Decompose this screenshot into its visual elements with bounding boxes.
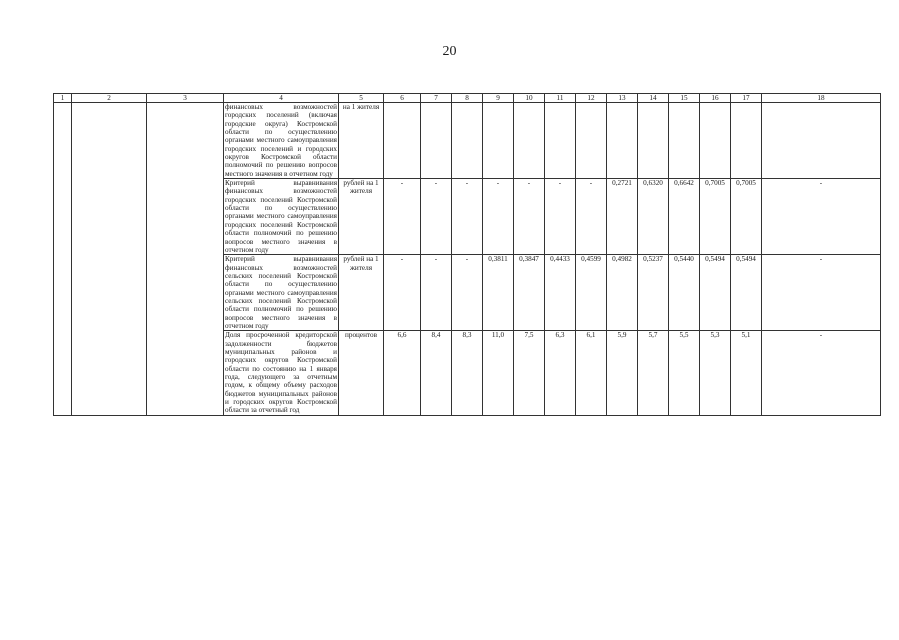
value-cell: 5,5: [669, 331, 700, 415]
indicator-table: [53, 93, 881, 416]
header-row: [54, 94, 881, 103]
value-cell: 6,1: [576, 331, 607, 415]
value-cell: -: [384, 255, 421, 331]
column-header: 6: [384, 94, 421, 103]
column-header: 16: [700, 94, 731, 103]
value-cell: -: [514, 179, 545, 255]
value-cell: 0,5440: [669, 255, 700, 331]
value-cell: 0,7005: [731, 179, 762, 255]
value-cell: 8,3: [452, 331, 483, 415]
column-header: 1: [54, 94, 72, 103]
unit-cell: на 1 жителя: [339, 103, 384, 179]
value-cell: -: [421, 179, 452, 255]
value-cell: 0,4599: [576, 255, 607, 331]
value-cell: 0,4982: [607, 255, 638, 331]
page-number: 20: [442, 44, 457, 59]
unit-cell: рублей на 1 жителя: [339, 255, 384, 331]
value-cell: 7,5: [514, 331, 545, 415]
value-cell: -: [576, 179, 607, 255]
note-cell: -: [762, 179, 881, 255]
value-cell: 0,6642: [669, 179, 700, 255]
column-header: 10: [514, 94, 545, 103]
column-header: 14: [638, 94, 669, 103]
cell-col2: [72, 103, 147, 416]
note-cell: -: [762, 255, 881, 331]
value-cell: -: [384, 179, 421, 255]
value-cell: 0,7005: [700, 179, 731, 255]
value-cell: 0,5494: [700, 255, 731, 331]
value-cell: 0,5494: [731, 255, 762, 331]
value-cell: -: [545, 179, 576, 255]
value-cell: -: [452, 255, 483, 331]
value-cell: [576, 103, 607, 179]
column-header: 2: [72, 94, 147, 103]
column-header: 18: [762, 94, 881, 103]
column-header: 15: [669, 94, 700, 103]
value-cell: 6,3: [545, 331, 576, 415]
value-cell: [384, 103, 421, 179]
value-cell: 0,5237: [638, 255, 669, 331]
column-header: 7: [421, 94, 452, 103]
column-header: 12: [576, 94, 607, 103]
value-cell: -: [421, 255, 452, 331]
note-cell: -: [762, 331, 881, 415]
value-cell: 6,6: [384, 331, 421, 415]
column-header: 8: [452, 94, 483, 103]
value-cell: 5,9: [607, 331, 638, 415]
value-cell: [483, 103, 514, 179]
value-cell: 0,4433: [545, 255, 576, 331]
indicator-name: финансовых возможностей городских поселений (включая городские округа) Костромской области по осуществлению органами местного самоуправления городских поселений и городских округов Костромской области полномочий по решению вопросов местного значения в отчетном году: [225, 103, 337, 178]
value-cell: [731, 103, 762, 179]
note-cell: [762, 103, 881, 179]
value-cell: [700, 103, 731, 179]
value-cell: 0,2721: [607, 179, 638, 255]
value-cell: 0,6320: [638, 179, 669, 255]
column-header: 3: [147, 94, 224, 103]
value-cell: [638, 103, 669, 179]
column-header: 5: [339, 94, 384, 103]
value-cell: [421, 103, 452, 179]
column-header: 13: [607, 94, 638, 103]
column-header: 17: [731, 94, 762, 103]
value-cell: 5,1: [731, 331, 762, 415]
value-cell: [545, 103, 576, 179]
value-cell: [452, 103, 483, 179]
unit-cell: рублей на 1 жителя: [339, 179, 384, 255]
indicator-name: Критерий выравнивания финансовых возможностей сельских поселений Костромской области по осуществлению органами местного самоуправления сельских поселений Костромской области полномочий по решению вопросов местного значения в отчетном году: [225, 255, 337, 330]
value-cell: 0,3811: [483, 255, 514, 331]
value-cell: -: [483, 179, 514, 255]
value-cell: 5,3: [700, 331, 731, 415]
indicator-name: Критерий выравнивания финансовых возможностей городских поселений Костромской области по осуществлению органами местного самоуправления городских поселений Костромской области полномочий по решению вопросов местного значения в отчетном году: [225, 179, 337, 254]
value-cell: [514, 103, 545, 179]
column-header: 9: [483, 94, 514, 103]
value-cell: 11,0: [483, 331, 514, 415]
indicator-name: Доля просроченной кредиторской задолженности бюджетов муниципальных районов и городских округов Костромской области по состоянию на 1 января года, следующего за отчетным годом, к общему объему расходов бюджетов муниципальных районов и городских округов Костромской области за отчетный год: [225, 331, 337, 415]
unit-cell: процентов: [339, 331, 384, 415]
column-header: 4: [224, 94, 339, 103]
value-cell: 8,4: [421, 331, 452, 415]
value-cell: [669, 103, 700, 179]
cell-col1: [54, 103, 72, 416]
value-cell: -: [452, 179, 483, 255]
table-row: [54, 103, 881, 179]
cell-col3: [147, 103, 224, 416]
value-cell: 5,7: [638, 331, 669, 415]
column-header: 11: [545, 94, 576, 103]
value-cell: 0,3847: [514, 255, 545, 331]
value-cell: [607, 103, 638, 179]
